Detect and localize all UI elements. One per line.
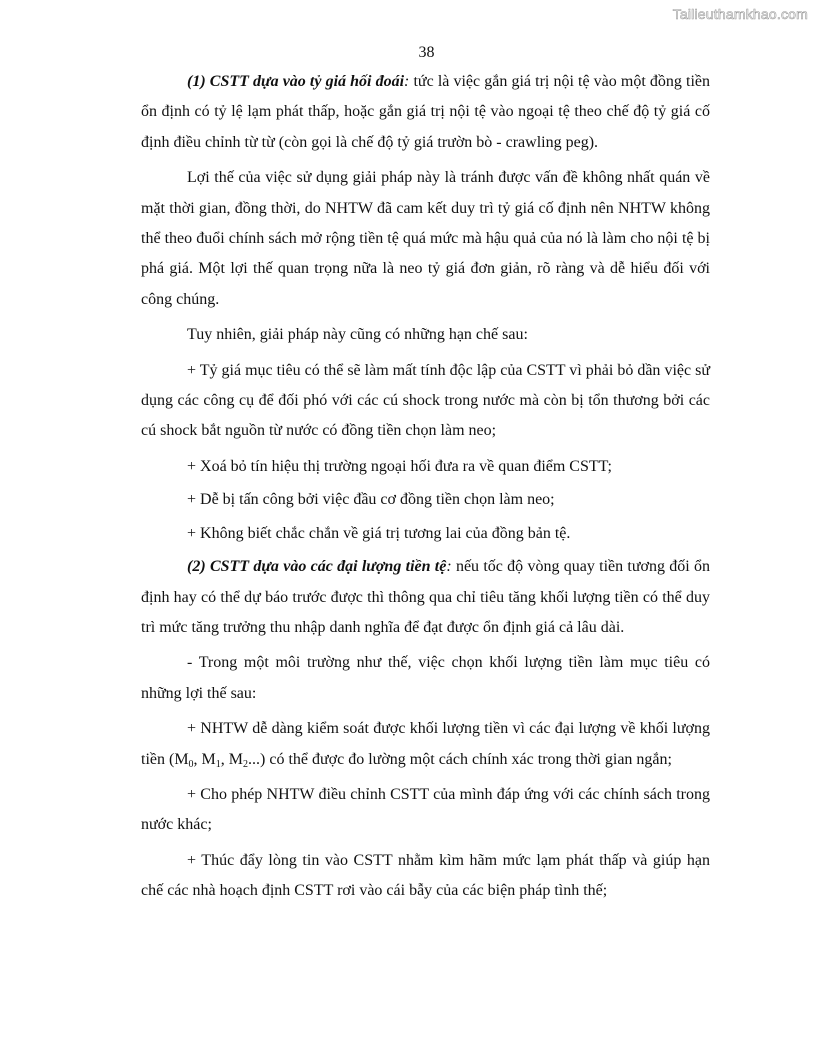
text-fragment: , M — [220, 750, 244, 768]
list-item-limitation-signal: + Xoá bỏ tín hiệu thị trường ngoại hối đưa ra về quan điểm CSTT; — [187, 457, 612, 475]
list-item-advantage-control — [141, 714, 710, 775]
text-fragment: ...) có thể được đo lường một cách chính xác trong thời gian ngắn; — [248, 750, 672, 768]
list-item-limitation-future-value: + Không biết chắc chắn về giá trị tương lai của đồng bản tệ. — [187, 524, 571, 542]
paragraph-money-target-intro: - Trong một môi trường như thế, việc chọn khối lượng tiền làm mục tiêu có những lợi thế sau: — [141, 654, 710, 702]
section-heading-exchange-rate: (1) CSTT dựa vào tỷ giá hối đoái — [187, 73, 405, 90]
watermark: Tailieuthamkhao.com — [672, 6, 808, 22]
document-body — [141, 67, 710, 912]
list-item-limitation-independence: + Tỷ giá mục tiêu có thể sẽ làm mất tính độc lập của CSTT vì phải bỏ dần việc sử dụng các công cụ để đối phó với các cú shock trong nước mà còn bị tổn thương bởi các cú shock bắt nguồn từ nước có đồng tiền chọn làm neo; — [141, 361, 710, 440]
list-item-limitation-speculation: + Dễ bị tấn công bởi việc đầu cơ đồng tiền chọn làm neo; — [187, 491, 555, 509]
paragraph-advantages: Lợi thế của việc sử dụng giải pháp này là tránh được vấn đề không nhất quán về mặt thời gian, đồng thời, do NHTW đã cam kết duy trì tỷ giá cố định nên NHTW không thể theo đuổi chính sách mở rộng tiền tệ quá mức mà hậu quả của nó là làm cho nội tệ bị phá giá. Một lợi thế quan trọng nữa là neo tỷ giá đơn giản, rõ ràng và dễ hiểu đối với công chúng. — [141, 169, 710, 308]
subscript: 0 — [188, 758, 194, 770]
list-item-advantage-adjustment: + Cho phép NHTW điều chỉnh CSTT của mình đáp ứng với các chính sách trong nước khác; — [141, 785, 710, 834]
subscript: 2 — [243, 758, 249, 770]
paragraph-exchange-rate-policy — [141, 67, 710, 158]
paragraph-monetary-aggregates — [141, 552, 710, 643]
page-number: 38 — [418, 44, 435, 61]
subscript: 1 — [215, 758, 221, 770]
paragraph-text: tức là việc gắn giá trị nội tệ vào một đồng tiền ổn định có tỷ lệ lạm phát thấp, hoặc gắn giá trị nội tệ vào ngoại tệ theo chế độ tỷ giá cố định điều chỉnh từ từ (còn gọi là chế độ tỷ giá trườn bò - crawling peg). — [141, 73, 710, 151]
text-fragment: + NHTW dễ dàng kiểm soát được khối lượng tiền vì các đại lượng về khối lượng tiền (M — [141, 720, 710, 768]
text-fragment: , M — [193, 750, 216, 768]
paragraph-limitations-intro: Tuy nhiên, giải pháp này cũng có những hạn chế sau: — [187, 326, 528, 344]
heading-colon: : — [404, 73, 410, 90]
list-item-advantage-confidence: + Thúc đẩy lòng tin vào CSTT nhằm kìm hãm mức lạm phát thấp và giúp hạn chế các nhà hoạch định CSTT rơi vào cái bẫy của các biện pháp tình thế; — [141, 851, 710, 900]
section-heading-monetary-aggregates: (2) CSTT dựa vào các đại lượng tiền tệ — [187, 558, 447, 576]
heading-colon: : — [446, 558, 452, 576]
paragraph-text: nếu tốc độ vòng quay tiền tương đối ổn định hay có thể dự báo trước được thì thông qua chỉ tiêu tăng khối lượng tiền có thể duy trì mức tăng trưởng thu nhập danh nghĩa để đạt được ổn định giá cả lâu dài. — [141, 558, 711, 636]
